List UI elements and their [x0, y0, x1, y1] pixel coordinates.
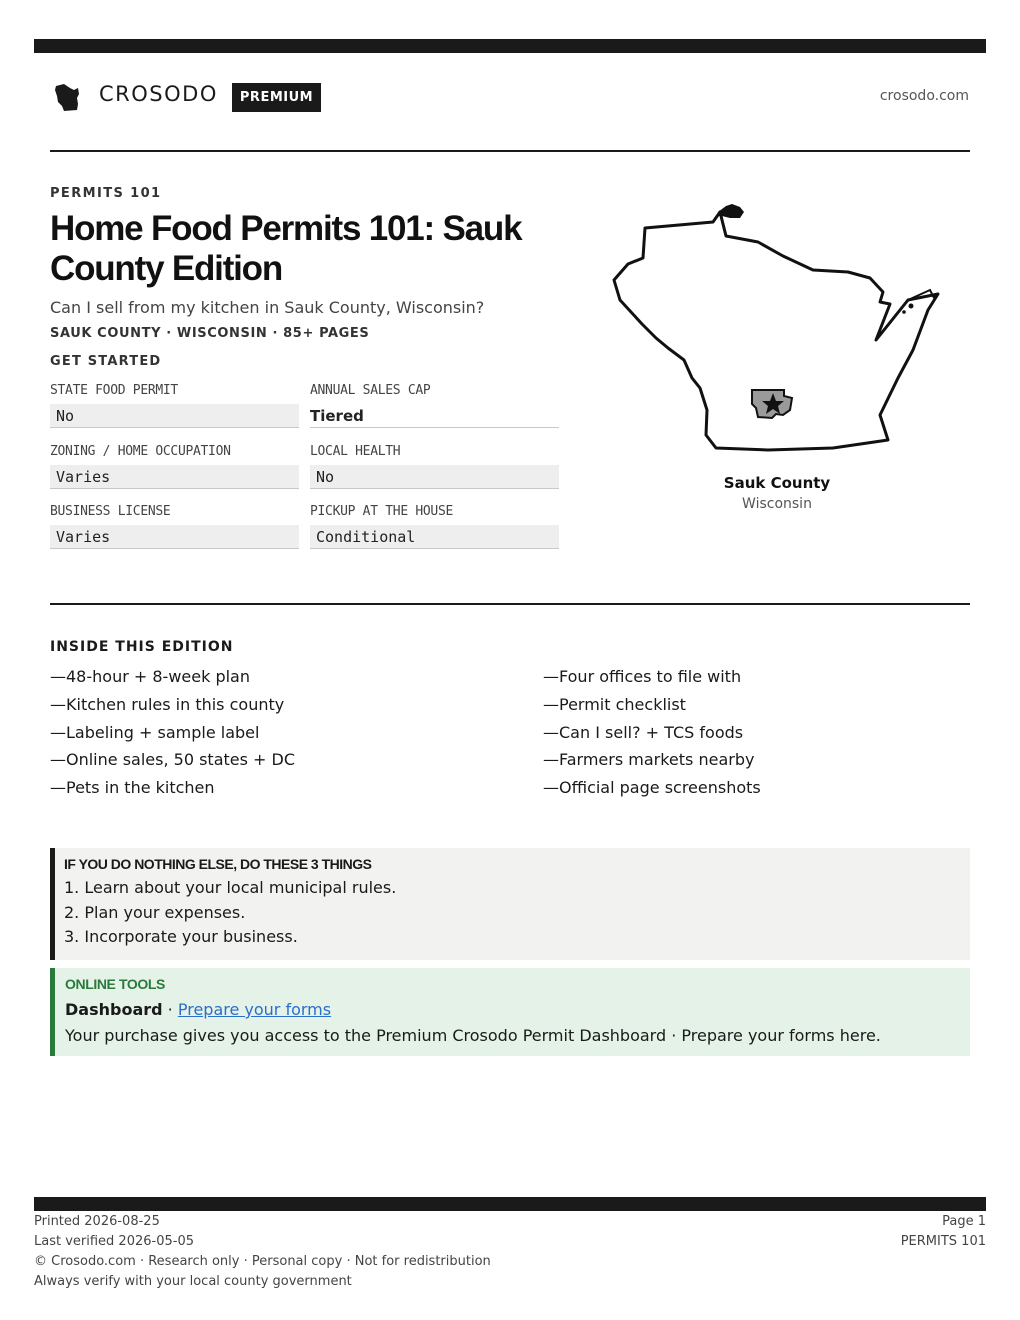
list-item: —Farmers markets nearby: [543, 750, 755, 770]
inside-edition-heading: INSIDE THIS EDITION: [50, 639, 234, 655]
field-label: ANNUAL SALES CAP: [310, 383, 431, 398]
footer-right: [901, 1212, 986, 1252]
field-value: Conditional: [310, 525, 559, 549]
separator: ·: [162, 1000, 178, 1019]
map-state-label: Wisconsin: [742, 496, 812, 512]
list-item: —Official page screenshots: [543, 778, 761, 798]
field-label: BUSINESS LICENSE: [50, 504, 171, 519]
field-value: Tiered: [310, 404, 559, 428]
printed-date: Printed 2026-08-25: [34, 1214, 160, 1229]
island-dot: [909, 304, 914, 309]
contents-list-right: [543, 666, 963, 805]
field-label: ZONING / HOME OCCUPATION: [50, 444, 231, 459]
contents-list-left: [50, 666, 470, 805]
copyright-notice: © Crosodo.com · Research only · Personal copy · Not for redistribution: [34, 1254, 491, 1269]
page-title: Home Food Permits 101: Sauk County Edition: [50, 209, 522, 288]
tools-description: Your purchase gives you access to the Premium Crosodo Permit Dashboard · Prepare your forms here.: [65, 1026, 881, 1045]
field-business-license: [50, 502, 299, 549]
apostle-islands: [718, 204, 744, 218]
top-rule-bar: [34, 39, 986, 53]
field-value: No: [50, 404, 299, 428]
page-number: Page 1: [942, 1214, 986, 1229]
field-value: Varies: [50, 465, 299, 489]
field-value: Varies: [50, 525, 299, 549]
field-label: PICKUP AT THE HOUSE: [310, 504, 454, 519]
field-annual-sales-cap: [310, 381, 559, 428]
verified-date: Last verified 2026-05-05: [34, 1234, 194, 1249]
list-item: —Permit checklist: [543, 694, 686, 714]
wisconsin-state-icon: [52, 80, 86, 114]
field-zoning: [50, 442, 299, 489]
must-do-heading: IF YOU DO NOTHING ELSE, DO THESE 3 THINGS: [64, 856, 372, 872]
list-item: 2. Plan your expenses.: [64, 902, 246, 922]
dashboard-label: Dashboard: [65, 1000, 163, 1019]
online-tools-callout: [50, 968, 970, 1056]
wisconsin-map: [608, 200, 948, 460]
edition-meta: SAUK COUNTY · WISCONSIN · 85+ PAGES: [50, 326, 370, 341]
page-subtitle: Can I sell from my kitchen in Sauk County, Wisconsin?: [50, 298, 485, 317]
list-item: —Labeling + sample label: [50, 722, 260, 742]
online-tools-heading: ONLINE TOOLS: [65, 976, 165, 992]
list-item: —Can I sell? + TCS foods: [543, 722, 744, 742]
footer-section: PERMITS 101: [900, 1234, 986, 1249]
get-started-heading: GET STARTED: [50, 354, 162, 369]
map-county-label: Sauk County: [723, 474, 831, 492]
section-divider: [50, 603, 970, 605]
must-do-callout: [50, 848, 970, 960]
site-header: [50, 78, 970, 118]
brand-name[interactable]: CROSODO: [99, 82, 218, 106]
list-item: —48-hour + 8-week plan: [50, 667, 250, 686]
list-item: —Kitchen rules in this county: [50, 694, 285, 714]
footer-rule-bar: [34, 1197, 986, 1211]
field-local-health: [310, 442, 559, 489]
premium-badge: PREMIUM: [232, 83, 321, 112]
prepare-forms-link[interactable]: Prepare your forms: [177, 1000, 332, 1019]
field-label: STATE FOOD PERMIT: [50, 383, 178, 398]
header-divider: [50, 150, 970, 152]
field-value: No: [310, 465, 559, 489]
verify-disclaimer: Always verify with your local county government: [34, 1274, 352, 1289]
field-state-food-permit: [50, 381, 299, 428]
list-item: —Online sales, 50 states + DC: [50, 750, 296, 770]
list-item: 3. Incorporate your business.: [64, 927, 298, 946]
list-item: 1. Learn about your local municipal rules.: [64, 878, 397, 897]
field-label: LOCAL HEALTH: [310, 444, 401, 459]
section-kicker: PERMITS 101: [50, 186, 162, 201]
must-do-steps: [64, 877, 970, 951]
site-url[interactable]: crosodo.com: [879, 88, 969, 104]
island-dot: [902, 310, 906, 314]
field-pickup: [310, 502, 559, 549]
list-item: —Four offices to file with: [543, 667, 742, 686]
list-item: —Pets in the kitchen: [50, 778, 215, 798]
footer-left: [34, 1212, 491, 1292]
tools-line: [65, 1000, 970, 1019]
island-dot: [933, 294, 938, 299]
